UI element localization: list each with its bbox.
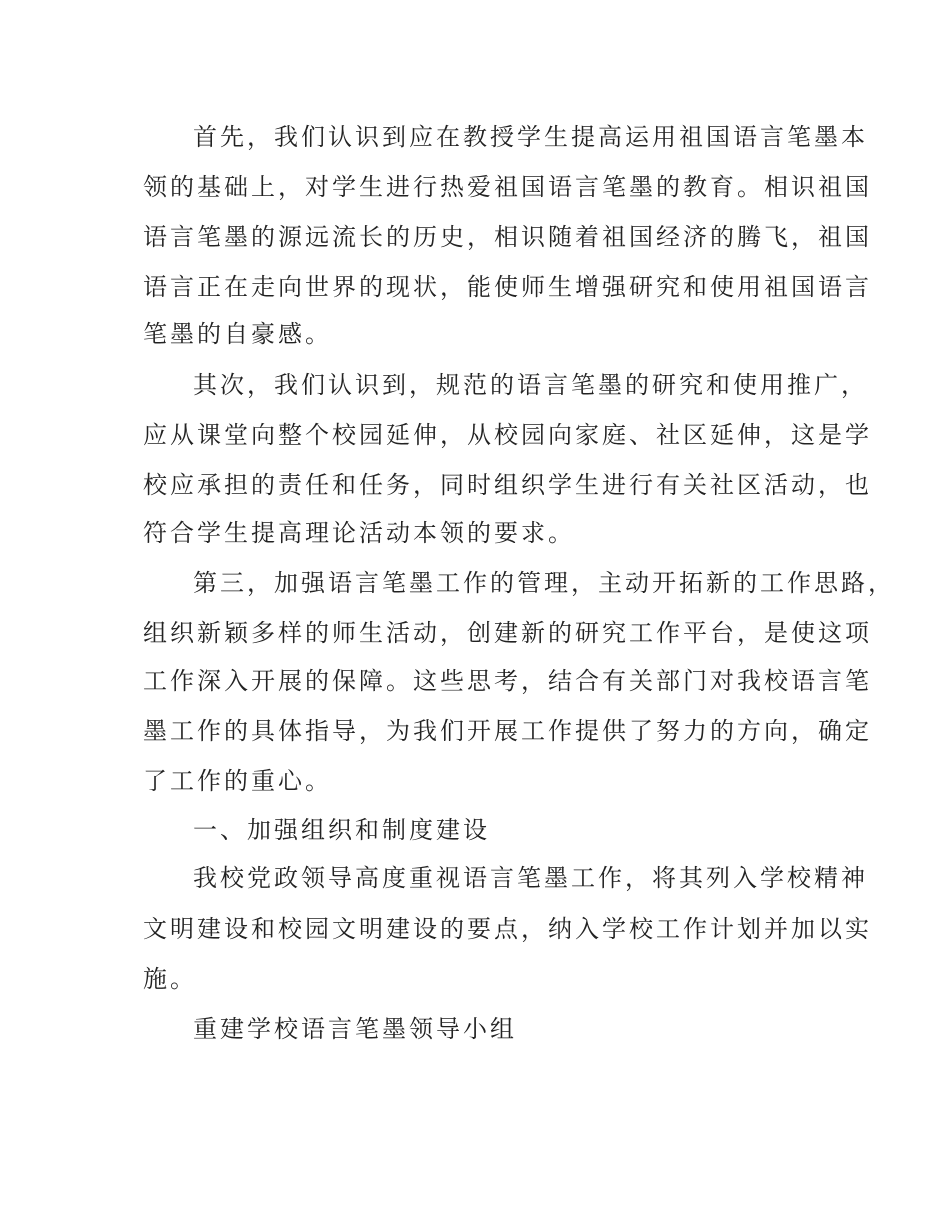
paragraph-4-line-3: 施。 [143,965,197,993]
paragraph-2-line-3: 校应承担的责任和任务，同时组织学生进行有关社区活动，也 [143,471,872,499]
paragraph-1-line-3: 语言笔墨的源远流长的历史，相识随着祖国经济的腾飞，祖国 [143,223,872,251]
paragraph-3-line-4: 墨工作的具体指导，为我们开展工作提供了努力的方向，确定 [143,717,872,745]
section-heading: 一、加强组织和制度建设 [193,816,490,844]
paragraph-2-line-2: 应从课堂向整个校园延伸，从校园向家庭、社区延伸，这是学 [143,421,872,449]
paragraph-4-line-2: 文明建设和校园文明建设的要点，纳入学校工作计划并加以实 [143,915,872,943]
paragraph-4-line-1: 我校党政领导高度重视语言笔墨工作，将其列入学校精神 [193,864,868,892]
paragraph-3-line-5: 了工作的重心。 [143,767,332,795]
subheading: 重建学校语言笔墨领导小组 [193,1015,517,1043]
paragraph-3-line-1: 第三，加强语言笔墨工作的管理，主动开拓新的工作思路， [193,569,895,597]
paragraph-2-line-1: 其次，我们认识到，规范的语言笔墨的研究和使用推广， [193,371,868,399]
paragraph-3-line-2: 组织新颖多样的师生活动，创建新的研究工作平台，是使这项 [143,619,872,647]
paragraph-1-line-2: 领的基础上，对学生进行热爱祖国语言笔墨的教育。相识祖国 [143,173,872,201]
paragraph-1-line-5: 笔墨的自豪感。 [143,320,332,348]
paragraph-3-line-3: 工作深入开展的保障。这些思考，结合有关部门对我校语言笔 [143,667,872,695]
paragraph-1-line-1: 首先，我们认识到应在教授学生提高运用祖国语言笔墨本 [193,123,868,151]
paragraph-2-line-4: 符合学生提高理论活动本领的要求。 [143,519,575,547]
paragraph-1-line-4: 语言正在走向世界的现状，能使师生增强研究和使用祖国语言 [143,273,872,301]
